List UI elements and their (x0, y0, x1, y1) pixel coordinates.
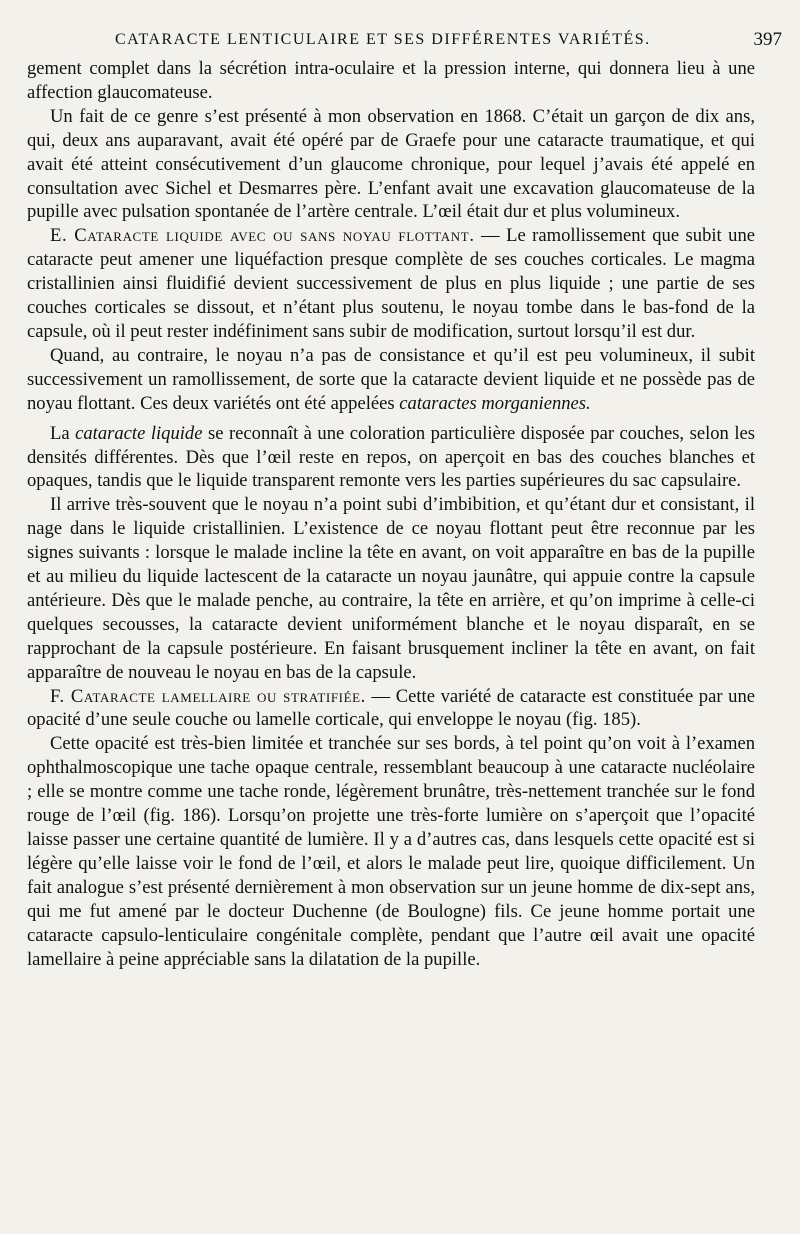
paragraph-5-text: se reconnaît à une coloration particulière disposée par couches, selon les densités différentes. Dès que l’œil reste en repos, on aperçoit en bas des couches blanches et opaques, tandis que le liquide transparent remonte vers les parties supérieures du sac capsulaire. (27, 422, 755, 492)
paragraph-6: Il arrive très-souvent que le noyau n’a point subi d’imbibition, et qu’étant dur et consistant, il nage dans le liquide cristallinien. L’existence de ce noyau flottant peut être reconnue par les signes suivants : lorsque le malade incline la tête en avant, on voit apparaître en bas de la pupille et au milieu du liquide lactescent de la cataracte un noyau jaunâtre, qui appuie contre la capsule antérieure. Dès que le malade penche, au contraire, la tête en arrière, et qu’on imprime à celle-ci quelques secousses, la cataracte devient uniformément blanche et le noyau disparaît, en se rapprochant de la capsule postérieure. En faisant brusquement incliner la tête en avant, on fait apparaître de nouveau le noyau en bas de la capsule. (27, 494, 755, 683)
section-heading-f: F. Cataracte lamellaire ou stratifiée. (50, 685, 366, 707)
paragraph-4-italic: cataractes morganiennes. (399, 392, 591, 414)
running-header (115, 29, 782, 50)
paragraph-7 (27, 685, 755, 733)
paragraph-3-text: — Le ramollissement que subit une cataracte peut amener une liquéfaction presque complète de ses couches corticales. Le magma cristallinien ainsi fluidifié devient successivement de plus en plus liquide ; une partie de ses couches corticales se dissout, et n’étant plus soutenu, le noyau tombe dans le bas-fond de la capsule, où il peut rester indéfiniment sans subir de modification, surtout lorsqu’il est dur. (27, 225, 756, 342)
paragraph-5 (27, 422, 755, 494)
paragraph-2: Un fait de ce genre s’est présenté à mon observation en 1868. C’était un garçon de dix ans, qui, deux ans auparavant, avait été opéré par de Graefe pour une cataracte traumatique, et qui avait été atteint consécutivement d’un glaucome chronique, pour lequel j’avais été appelé en consultation avec Sichel et Desmarres père. L’enfant avait une excavation glaucomateuse de la pupille avec pulsation spontanée de l’artère centrale. L’œil était dur et plus volumineux. (27, 105, 755, 223)
running-title: CATARACTE LENTICULAIRE ET SES DIFFÉRENTES VARIÉTÉS. (115, 31, 651, 48)
page-body (27, 57, 755, 971)
paragraph-8: Cette opacité est très-bien limitée et tranchée sur ses bords, à tel point qu’on voit à l’examen ophthalmoscopique une tache opaque centrale, ressemblant beaucoup à une cataracte nucléolaire ; elle se montre comme une tache ronde, légèrement brunâtre, très-nettement tranchée sur le fond rouge de l’œil (fig. 186). Lorsqu’on projette une très-forte lumière on s’aperçoit que l’opacité laisse passer une certaine quantité de lumière. Il y a d’autres cas, dans lesquels cette opacité est si légère qu’elle laisse voir le fond de l’œil, et alors le malade peut lire, quoique difficilement. Un fait analogue s’est présenté dernièrement à mon observation sur un jeune homme de dix-sept ans, qui me fut amené par le docteur Duchenne (de Boulogne) fils. Ce jeune homme portait une cataracte capsulo-lenticulaire congénitale complète, pendant que l’autre œil avait une opacité lamellaire à peine appréciable sans la dilatation de la pupille. (27, 733, 755, 970)
paragraph-5-italic: cataracte liquide (75, 422, 203, 444)
paragraph-1: gement complet dans la sécrétion intra-oculaire et la pression interne, qui donnera lieu à une affection glaucomateuse. (27, 58, 755, 103)
paragraph-4 (27, 344, 755, 416)
paragraph-4-text: Quand, au contraire, le noyau n’a pas de consistance et qu’il est peu volumineux, il subit successivement un ramollissement, de sorte que la cataracte devient liquide et ne possède pas de noyau flottant. Ces deux variétés ont été appelées (27, 344, 755, 414)
paragraph-3 (27, 224, 755, 344)
section-heading-e: E. Cataracte liquide avec ou sans noyau flottant. (50, 225, 475, 247)
page-number: 397 (753, 29, 782, 50)
paragraph-7-text: — Cette variété de cataracte est constituée par une opacité d’une seule couche ou lamelle corticale, qui enveloppe le noyau (fig. 185). (27, 685, 756, 731)
paragraph-5-start: La (50, 422, 76, 444)
